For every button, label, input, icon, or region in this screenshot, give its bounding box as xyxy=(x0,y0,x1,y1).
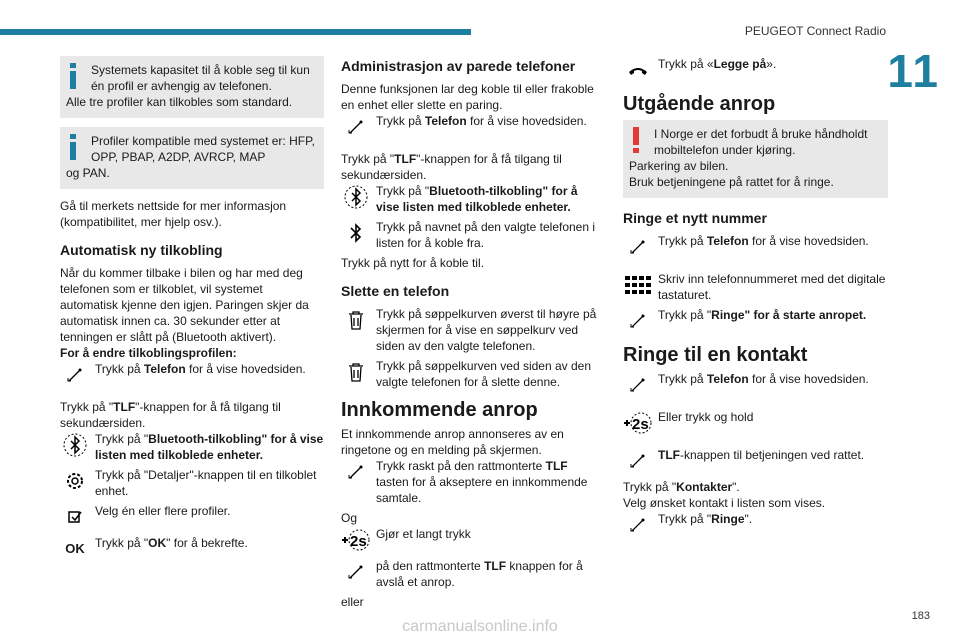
step: Trykk på "Ringe" for å starte anropet. xyxy=(623,307,888,335)
note-text: Bruk betjeningene på rattet for å ringe. xyxy=(629,175,834,189)
note-text: Parkering av bilen. xyxy=(629,159,729,173)
paragraph: Og xyxy=(341,511,358,525)
note-text: Systemets kapasitet til å koble seg til kun én profil er avhengig av telefonen. xyxy=(91,63,310,93)
page-number: 183 xyxy=(911,610,930,622)
paragraph: eller xyxy=(341,595,364,609)
ok-icon: OK xyxy=(65,541,85,556)
column-2 xyxy=(341,56,603,610)
note-text: Profiler kompatible med systemet er: HFP, OPP, PBAP, A2DP, AVRCP, MAP xyxy=(91,134,315,164)
step: Trykk raskt på den rattmonterte TLF tasten for å akseptere en innkommende samtale. xyxy=(341,458,603,506)
step: TLF-knappen til betjeningen ved rattet. xyxy=(623,447,888,475)
touch-icon xyxy=(341,458,371,486)
step: Trykk på "Bluetooth-tilkobling" for å vise listen med tilkoblede enheter. xyxy=(341,183,603,215)
section-heading: Utgående anrop xyxy=(623,93,776,115)
note-text: I Norge er det forbudt å bruke håndholdt mobiltelefon under kjøring. xyxy=(654,127,868,157)
step: Trykk på navnet på den valgte telefonen i listen for å koble fra. xyxy=(341,219,603,251)
paragraph: Trykk på "Kontakter". xyxy=(623,480,740,494)
column-1 xyxy=(60,56,324,567)
step: Trykk på Telefon for å vise hovedsiden. xyxy=(623,371,888,399)
bluetooth-icon xyxy=(341,183,371,211)
touch-icon xyxy=(60,361,90,389)
paragraph: Velg ønsket kontakt i listen som vises. xyxy=(623,496,826,510)
touch-icon xyxy=(623,447,653,475)
checkbox-icon xyxy=(60,503,90,531)
step: Trykk på søppelkurven ved siden av den valgte telefonen for å slette denne. xyxy=(341,358,603,390)
svg-text:2s: 2s xyxy=(632,416,649,433)
step: Trykk på "Bluetooth-tilkobling" for å vise listen med tilkoblede enheter. xyxy=(60,431,324,463)
step: OK Trykk på "OK" for å bekrefte. xyxy=(60,535,324,563)
header-title: PEUGEOT Connect Radio xyxy=(744,24,886,38)
step: Trykk på Telefon for å vise hovedsiden. xyxy=(341,113,603,141)
step: Velg én eller flere profiler. xyxy=(60,503,324,531)
column-3 xyxy=(623,56,888,543)
step: Trykk på «Legge på». xyxy=(623,56,888,84)
trash-icon xyxy=(341,358,371,386)
section-heading: Ringe til en kontakt xyxy=(623,344,808,366)
step: Trykk på "Detaljer"-knappen til en tilkoblet enhet. xyxy=(60,467,324,499)
bold-label: For å endre tilkoblingsprofilen: xyxy=(60,346,237,360)
paragraph: Trykk på "TLF"-knappen for å få tilgang til sekundærsiden. xyxy=(60,400,281,430)
note-text: og PAN. xyxy=(66,166,110,180)
step: 2s Eller trykk og hold xyxy=(623,409,888,437)
info-icon xyxy=(70,63,76,89)
step: Skriv inn telefonnummeret med det digitale tastaturet. xyxy=(623,271,888,303)
watermark: carmanualsonline.info xyxy=(402,618,558,635)
step: Trykk på Telefon for å vise hovedsiden. xyxy=(623,233,888,261)
touch-icon xyxy=(341,558,371,586)
long-press-icon xyxy=(623,409,653,437)
paragraph: Når du kommer tilbake i bilen og har med deg telefonen som er tilkoblet, vil systemet automatisk kjenne den igjen. Paringen skjer da automatisk innen ca. 30 sekunder etter at tenningen er slått på (Bluetooth aktivert). xyxy=(60,266,309,344)
bluetooth-icon xyxy=(60,431,90,459)
step: på den rattmonterte TLF knappen for å avslå et anrop. xyxy=(341,558,603,590)
warning-note xyxy=(623,120,888,198)
touch-icon xyxy=(623,511,653,539)
section-heading: Administrasjon av parede telefoner xyxy=(341,58,576,74)
section-heading: Ringe et nytt nummer xyxy=(623,210,767,226)
touch-icon xyxy=(623,307,653,335)
note-text: Alle tre profiler kan tilkobles som standard. xyxy=(66,95,293,109)
chapter-number: 11 xyxy=(887,45,940,97)
info-note xyxy=(60,56,324,118)
info-note xyxy=(60,127,324,189)
step: Trykk på "Ringe". xyxy=(623,511,888,539)
step: 2s Gjør et langt trykk xyxy=(341,526,603,554)
trash-icon xyxy=(341,306,371,334)
keypad-icon xyxy=(623,271,653,299)
long-press-icon xyxy=(341,526,371,554)
section-heading: Automatisk ny tilkobling xyxy=(60,242,223,258)
touch-icon xyxy=(623,233,653,261)
section-heading: Slette en telefon xyxy=(341,283,450,299)
bluetooth-icon xyxy=(341,219,371,247)
step: Trykk på Telefon for å vise hovedsiden. xyxy=(60,361,324,389)
hang-up-icon xyxy=(623,56,653,84)
step: Trykk på søppelkurven øverst til høyre på skjermen for å vise en søppelkurv ved siden av den valgte telefonen. xyxy=(341,306,603,354)
header-accent-bar xyxy=(0,29,471,35)
gear-icon xyxy=(60,467,90,495)
info-icon xyxy=(70,134,76,160)
paragraph: Gå til merkets nettside for mer informasjon (kompatibilitet, mer hjelp osv.). xyxy=(60,199,287,229)
warning-icon xyxy=(633,127,639,153)
section-heading: Innkommende anrop xyxy=(341,399,538,421)
svg-text:2s: 2s xyxy=(350,533,367,550)
paragraph: Trykk på "TLF"-knappen for å få tilgang til sekundærsiden. xyxy=(341,152,562,182)
touch-icon xyxy=(623,371,653,399)
paragraph: Denne funksjonen lar deg koble til eller frakoble en enhet eller slette en paring. xyxy=(341,82,594,112)
paragraph: Trykk på nytt for å koble til. xyxy=(341,256,484,270)
paragraph: Et innkommende anrop annonseres av en ringetone og en melding på skjermen. xyxy=(341,427,564,457)
touch-icon xyxy=(341,113,371,141)
